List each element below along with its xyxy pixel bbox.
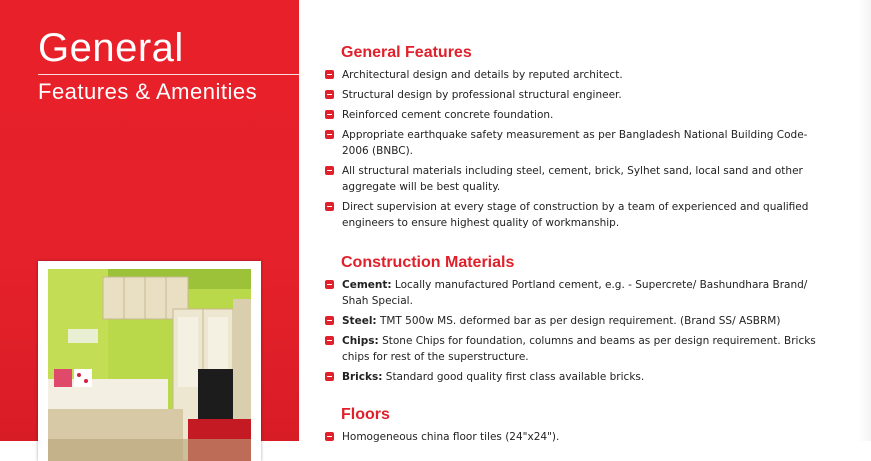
list-item: Cement: Locally manufactured Portland cement, e.g. - Supercrete/ Bashundhara Brand/ Shah Special. <box>324 277 834 309</box>
bullet-icon <box>325 372 334 381</box>
bullet-icon <box>325 110 334 119</box>
page-title: General <box>38 26 184 70</box>
construction-materials-list <box>324 277 834 389</box>
list-item: Reinforced cement concrete foundation. <box>324 107 834 123</box>
bedroom-illustration <box>48 269 251 461</box>
list-item: Bricks: Standard good quality first class available bricks. <box>324 369 834 385</box>
section-title-floors: Floors <box>341 406 390 423</box>
list-item: Chips: Stone Chips for foundation, columns and beams as per design requirement. Bricks chips for rest of the superstructure. <box>324 333 834 365</box>
list-item: Structural design by professional structural engineer. <box>324 87 834 103</box>
page-edge <box>858 0 871 441</box>
bullet-icon <box>325 166 334 175</box>
list-item: Appropriate earthquake safety measurement as per Bangladesh National Building Code-2006 (BNBC). <box>324 127 834 159</box>
bullet-icon <box>325 130 334 139</box>
list-item: All structural materials including steel, cement, brick, Sylhet sand, local sand and other aggregate will be best quality. <box>324 163 834 195</box>
left-red-panel <box>0 0 299 441</box>
bullet-icon <box>325 202 334 211</box>
bullet-icon <box>325 280 334 289</box>
section-title-general-features: General Features <box>341 44 472 61</box>
floors-list <box>324 429 834 449</box>
list-item: Homogeneous china floor tiles (24"x24"). <box>324 429 834 445</box>
list-item: Direct supervision at every stage of construction by a team of experienced and qualified engineers to ensure highest quality of workmanship. <box>324 199 834 231</box>
bullet-icon <box>325 432 334 441</box>
title-divider <box>38 74 300 75</box>
bullet-icon <box>325 70 334 79</box>
list-item: Architectural design and details by reputed architect. <box>324 67 834 83</box>
general-features-list <box>324 67 834 235</box>
bullet-icon <box>325 90 334 99</box>
list-item: Steel: TMT 500w MS. deformed bar as per design requirement. (Brand SS/ ASBRM) <box>324 313 834 329</box>
bedroom-interior-photo <box>48 269 251 461</box>
interior-photo-frame <box>38 261 261 461</box>
section-title-construction-materials: Construction Materials <box>341 254 515 271</box>
bullet-icon <box>325 336 334 345</box>
page-subtitle: Features & Amenities <box>38 79 258 104</box>
bullet-icon <box>325 316 334 325</box>
